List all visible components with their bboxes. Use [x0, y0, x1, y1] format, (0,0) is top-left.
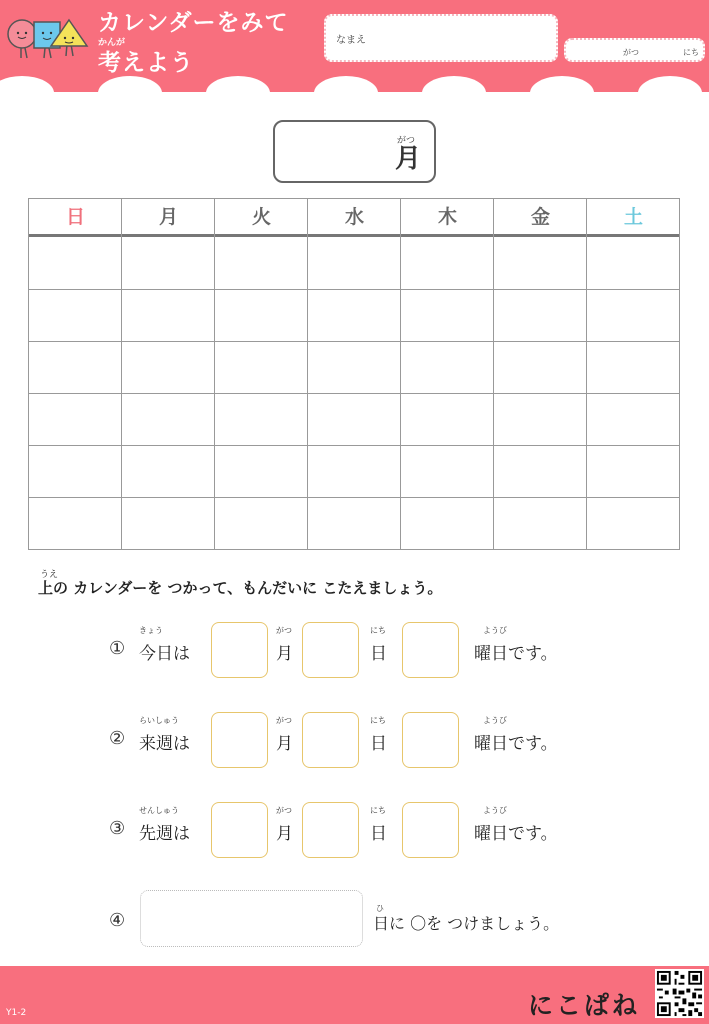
question-label-ruby: せんしゅう	[139, 806, 179, 815]
footer	[0, 966, 709, 1024]
question-number: ①	[109, 638, 126, 659]
header-scallop	[530, 76, 594, 110]
worksheet-title: カレンダーをみて	[98, 10, 289, 36]
weekday-unit: 曜日です。	[474, 644, 558, 664]
worksheet-subtitle: 考えよう	[98, 50, 194, 76]
worksheet-subtitle-ruby: かんが	[98, 38, 126, 48]
month-unit: 月	[276, 734, 293, 754]
header-scallop	[638, 76, 702, 110]
day-unit: 日	[370, 734, 387, 754]
month-ruby: がつ	[397, 136, 416, 146]
brand-logo: にこぱね	[528, 991, 641, 1020]
grid-line	[29, 289, 679, 290]
grid-line	[29, 393, 679, 394]
header-scallop	[422, 76, 486, 110]
month-unit-ruby: がつ	[276, 806, 292, 815]
question-label: 今日は	[139, 644, 190, 664]
weekday-answer-box[interactable]	[402, 802, 459, 858]
name-label: なまえ	[336, 35, 366, 46]
name-field[interactable]	[324, 14, 558, 62]
grid-line	[29, 445, 679, 446]
question-4-text: 日に 〇を つけましょう。	[373, 914, 560, 933]
question-4-ruby: ひ	[376, 904, 384, 913]
calendar-header-row	[29, 199, 679, 237]
month-answer-box[interactable]	[211, 622, 268, 678]
header	[0, 0, 709, 92]
month-answer-box[interactable]	[211, 802, 268, 858]
question-1	[0, 620, 709, 680]
weekday-thursday: 木	[437, 206, 457, 228]
weekday-unit-ruby: ようび	[483, 716, 507, 725]
weekday-unit: 曜日です。	[474, 734, 558, 754]
question-label-ruby: きょう	[139, 626, 163, 635]
question-number: ③	[109, 818, 126, 839]
question-number: ②	[109, 728, 126, 749]
weekday-unit-ruby: ようび	[483, 806, 507, 815]
day-unit-ruby: にち	[370, 716, 386, 725]
day-answer-box[interactable]	[302, 622, 359, 678]
header-scallop	[98, 76, 162, 110]
qr-code-icon[interactable]	[655, 969, 704, 1018]
question-label-ruby: らいしゅう	[139, 716, 179, 725]
shapes-logo-icon	[5, 14, 91, 64]
weekday-sunday: 日	[65, 206, 85, 228]
grid-line	[29, 497, 679, 498]
day-answer-box[interactable]	[302, 802, 359, 858]
day-unit: 日	[370, 644, 387, 664]
question-label: 先週は	[139, 824, 190, 844]
question-4-number: ④	[109, 910, 126, 931]
month-unit: 月	[276, 644, 293, 664]
weekday-tuesday: 火	[251, 206, 271, 228]
question-3	[0, 800, 709, 860]
day-unit: 日	[370, 824, 387, 844]
weekday-unit: 曜日です。	[474, 824, 558, 844]
month-input-box[interactable]	[273, 120, 436, 183]
weekday-unit-ruby: ようび	[483, 626, 507, 635]
month-answer-box[interactable]	[211, 712, 268, 768]
month-label: 月	[395, 144, 422, 174]
day-unit-ruby: にち	[370, 626, 386, 635]
weekday-monday: 月	[158, 206, 178, 228]
header-scallop	[206, 76, 270, 110]
date-month-label: がつ	[623, 48, 639, 57]
worksheet-code: Y1-2	[6, 1008, 27, 1018]
instruction-text: 上の カレンダーを つかって、もんだいに こたえましょう。	[38, 579, 443, 597]
month-unit: 月	[276, 824, 293, 844]
weekday-wednesday: 水	[344, 206, 364, 228]
month-unit-ruby: がつ	[276, 626, 292, 635]
question-2	[0, 710, 709, 770]
weekday-saturday: 土	[623, 206, 643, 228]
weekday-answer-box[interactable]	[402, 712, 459, 768]
question-4-answer-box[interactable]	[140, 890, 363, 947]
day-unit-ruby: にち	[370, 806, 386, 815]
day-answer-box[interactable]	[302, 712, 359, 768]
calendar-grid	[28, 198, 680, 550]
grid-line	[29, 341, 679, 342]
question-label: 来週は	[139, 734, 190, 754]
month-unit-ruby: がつ	[276, 716, 292, 725]
date-field[interactable]	[564, 38, 705, 62]
header-scallop	[0, 76, 54, 110]
date-day-label: にち	[683, 48, 699, 57]
weekday-answer-box[interactable]	[402, 622, 459, 678]
header-scallop	[314, 76, 378, 110]
instruction-ruby: うえ	[40, 570, 59, 580]
weekday-friday: 金	[530, 206, 550, 228]
